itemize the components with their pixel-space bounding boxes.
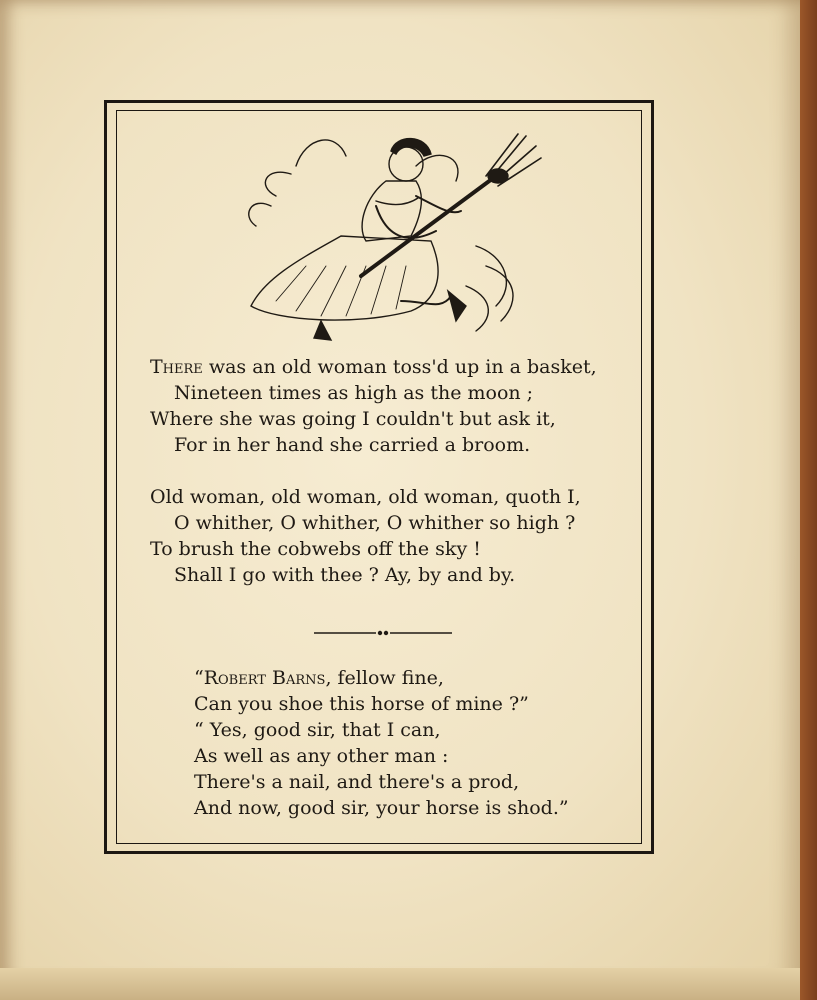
name-last: Barns — [272, 667, 326, 689]
drop-word: There — [150, 356, 203, 378]
poem-line — [150, 354, 597, 380]
poem-line: Shall I go with thee ? Ay, by and by. — [174, 564, 516, 586]
poem-line: “ Yes, good sir, that I can, — [194, 719, 441, 741]
poem-line — [194, 665, 569, 691]
open-quote: “ — [194, 667, 204, 689]
poem-old-woman-stanza-two — [150, 484, 581, 588]
page-bottom-edge — [0, 968, 800, 1000]
poem-old-woman — [150, 354, 597, 458]
old-woman-riding-broom-icon — [236, 126, 546, 346]
poem-line: Nineteen times as high as the moon ; — [174, 382, 534, 404]
ornamental-divider — [314, 628, 452, 638]
poem-robert-barns — [194, 665, 569, 821]
poem-line: There's a nail, and there's a prod, — [194, 771, 520, 793]
line-text: was an old woman toss'd up in a basket, — [202, 356, 597, 378]
poem-line: Where she was going I couldn't but ask it, — [150, 408, 556, 430]
line-text: , fellow fine, — [325, 667, 444, 689]
poem-line: Old woman, old woman, old woman, quoth I, — [150, 486, 581, 508]
poem-line: O whither, O whither, O whither so high ? — [174, 512, 576, 534]
poem-line: For in her hand she carried a broom. — [174, 434, 531, 456]
poem-line: And now, good sir, your horse is shod.” — [194, 797, 569, 819]
name-first: Robert — [203, 667, 266, 689]
poem-line: Can you shoe this horse of mine ?” — [194, 693, 529, 715]
poem-line: As well as any other man : — [194, 745, 449, 767]
poem-line: To brush the cobwebs off the sky ! — [150, 538, 481, 560]
